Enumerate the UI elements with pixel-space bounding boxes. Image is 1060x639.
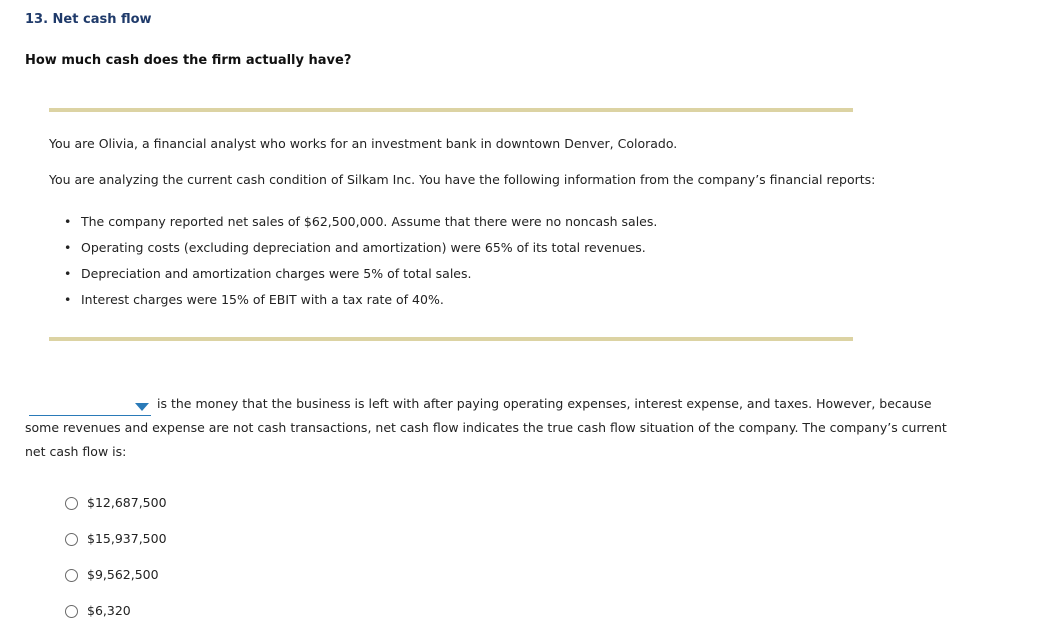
bullet-item: • Interest charges were 15% of EBIT with a tax rate of 40%. — [64, 292, 444, 307]
fill-in-text: is the money that the business is left with after paying operating expenses, interest expense, and taxes. However, because some revenues and expense are not cash transactions, net cash flow indicates the true cash flow situation of the company. The company’s current net cash flow is: — [25, 396, 947, 459]
answer-option[interactable] — [65, 567, 167, 603]
answer-dropdown[interactable] — [29, 399, 151, 416]
bullet-icon: • — [64, 266, 72, 281]
bullet-icon: • — [64, 240, 72, 255]
bullet-icon: • — [64, 292, 72, 307]
answer-option[interactable] — [65, 495, 167, 531]
answer-options — [65, 495, 167, 639]
bullet-item: • The company reported net sales of $62,500,000. Assume that there were no noncash sales. — [64, 214, 658, 229]
scenario-paragraph-2: You are analyzing the current cash condition of Silkam Inc. You have the following information from the company’s financial reports: — [49, 172, 876, 187]
bullet-icon: • — [64, 214, 72, 229]
option-label[interactable]: $6,320 — [87, 603, 131, 618]
radio-button[interactable] — [65, 569, 78, 582]
option-label[interactable]: $15,937,500 — [87, 531, 167, 546]
bullet-item: • Operating costs (excluding depreciation and amortization) were 65% of its total revenues. — [64, 240, 646, 255]
radio-button[interactable] — [65, 533, 78, 546]
divider-top — [49, 108, 853, 112]
answer-option[interactable] — [65, 603, 167, 639]
option-label[interactable]: $12,687,500 — [87, 495, 167, 510]
question-heading: How much cash does the firm actually have? — [25, 53, 352, 68]
scenario-paragraph-1: You are Olivia, a financial analyst who works for an investment bank in downtown Denver, Colorado. — [49, 136, 678, 151]
radio-button[interactable] — [65, 497, 78, 510]
fill-in-sentence — [25, 392, 955, 464]
chevron-down-icon — [135, 403, 149, 411]
divider-bottom — [49, 337, 853, 341]
answer-option[interactable] — [65, 531, 167, 567]
question-title: 13. Net cash flow — [25, 12, 152, 27]
scenario-bullet-list — [64, 214, 657, 318]
option-label[interactable]: $9,562,500 — [87, 567, 159, 582]
bullet-item: • Depreciation and amortization charges were 5% of total sales. — [64, 266, 472, 281]
radio-button[interactable] — [65, 605, 78, 618]
